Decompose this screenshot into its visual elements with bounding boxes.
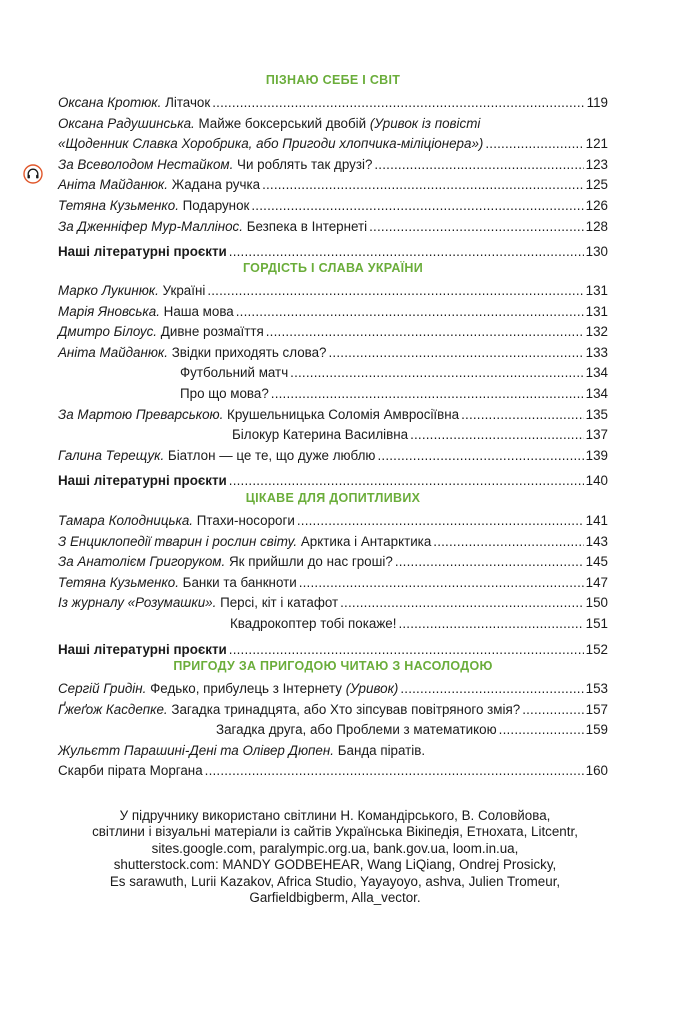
dot-leader: [400, 679, 583, 700]
page-number: 151: [585, 615, 608, 631]
toc-entry[interactable]: [58, 573, 608, 594]
page-number: 153: [585, 681, 608, 696]
toc-entry[interactable]: [58, 405, 608, 426]
entry-title: Скарби пірата Моргана: [58, 763, 203, 779]
toc-entry[interactable]: [58, 446, 608, 467]
dot-leader: [374, 155, 583, 176]
page-number: 145: [585, 554, 608, 570]
toc-entry[interactable]: [58, 384, 608, 405]
entry-author: З Енциклопедії тварин і рослин світу.: [58, 533, 298, 549]
entry-author: Із журналу «Розумашки».: [58, 595, 217, 611]
toc-entry[interactable]: [58, 679, 608, 700]
toc-entry[interactable]: [58, 761, 608, 782]
credits-line: У підручнику використано світлини Н. Командірського, В. Соловйова,: [119, 808, 551, 823]
page-number: 119: [586, 95, 608, 110]
entry-title: Наші літературні проєкти: [58, 244, 227, 260]
entry-title: Футбольний матч: [180, 365, 289, 381]
entry-title: Україні: [162, 283, 206, 298]
entry-title: Загадка тринадцятa, або Хто зіпсував повітряного змія?: [171, 701, 521, 717]
page-number: 135: [585, 406, 608, 422]
page-number: 159: [585, 722, 608, 738]
credits-line: Garfieldbigberm, Alla_vector.: [249, 890, 421, 906]
section-title: ПРИГОДУ ЗА ПРИГОДОЮ ЧИТАЮ З НАСОЛОДОЮ: [173, 659, 493, 673]
dot-leader: [522, 700, 583, 721]
entry-title: Крушельницька Соломія Амвросіївна: [227, 406, 460, 422]
toc-section: [58, 488, 608, 660]
toc-entry[interactable]: [58, 196, 608, 217]
dot-leader: [212, 93, 584, 114]
toc-entry[interactable]: [58, 700, 608, 721]
entry-author: Дмитро Білоус.: [58, 324, 158, 340]
section-title: ПІЗНАЮ СЕБЕ І СВІТ: [265, 73, 401, 87]
entry-author: Ґжеґож Касдепке.: [58, 701, 168, 717]
credits-line: Es sarawuth, Lurii Kazakov, Africa Studio, Yayayoyo, ashva, Julien Tromeur,: [109, 873, 561, 889]
toc-entry[interactable]: [58, 175, 608, 196]
page-number: 140: [585, 473, 608, 489]
entry-title: Наші літературні проєкти: [58, 641, 227, 657]
dot-leader: [297, 511, 584, 532]
page-number: 150: [585, 595, 608, 611]
toc-entry[interactable]: [58, 134, 608, 155]
entry-title: Чи роблять так друзі?: [237, 156, 373, 172]
credits-line: світлини і візуальні матеріали із сайтів Українська Вікіпедія, Етнохата, Litcentr,: [92, 824, 578, 840]
toc-entry[interactable]: [58, 322, 608, 343]
entry-title: Дивне розмаїття: [160, 324, 264, 340]
page-number: 132: [585, 324, 608, 340]
page-number: 128: [585, 218, 608, 234]
entry-title: Наша мова: [163, 303, 234, 319]
toc-entry[interactable]: [58, 532, 608, 553]
entry-title: Подарунок: [182, 197, 250, 213]
toc-entry[interactable]: [58, 363, 608, 384]
toc-section: [58, 656, 608, 782]
entry-author: Оксана Кротюк.: [58, 95, 162, 110]
dot-leader: [262, 175, 584, 196]
toc-entry[interactable]: [58, 720, 608, 741]
page-number: 131: [585, 303, 608, 319]
entry-author: Аніта Майданюк.: [58, 344, 168, 360]
page-number: 126: [585, 197, 608, 213]
toc-entry[interactable]: [58, 281, 608, 302]
dot-leader: [499, 720, 584, 741]
dot-leader: [485, 134, 583, 155]
entry-author: Сергій Гридін.: [58, 681, 147, 696]
entry-title: Арктика і Антарктика: [300, 533, 432, 549]
dot-leader: [299, 573, 584, 594]
credits-line: shutterstock.com: MANDY GODBEHEAR, Wang LiQiang, Ondrej Prosicky,: [113, 857, 557, 873]
section-title: ГОРДІСТЬ І СЛАВА УКРАЇНИ: [242, 261, 424, 275]
toc-entry[interactable]: [58, 552, 608, 573]
dot-leader: [395, 552, 584, 573]
dot-leader: [266, 322, 584, 343]
entry-subtitle: (Уривок із повісті: [369, 115, 481, 131]
entry-title: Про що мова?: [180, 385, 269, 401]
dot-leader: [340, 593, 584, 614]
entry-title: Квадрокоптер тобі покаже!: [230, 615, 397, 631]
toc-entry[interactable]: [58, 593, 608, 614]
dot-leader: [377, 446, 583, 467]
dot-leader: [410, 425, 584, 446]
toc-entry[interactable]: [58, 217, 608, 238]
entry-author: За Мартою Преварською.: [58, 406, 224, 422]
section-title: ЦІКАВЕ ДЛЯ ДОПИТЛИВИХ: [245, 491, 421, 505]
page-number: 141: [585, 513, 608, 528]
page-number: 133: [585, 344, 608, 360]
page-number: 143: [585, 533, 608, 549]
entry-title: Жадана ручка: [171, 177, 261, 193]
entry-author: Галина Терещук.: [58, 447, 165, 463]
entry-title: Майже боксерський двобій: [198, 115, 367, 131]
dot-leader: [369, 217, 584, 238]
entry-title: Звідки приходять слова?: [171, 344, 327, 360]
entry-author: Тетяна Кузьменко.: [58, 574, 179, 590]
page-number: 157: [585, 701, 608, 717]
entry-author: Аніта Майданюк.: [58, 177, 168, 193]
dot-leader: [271, 384, 584, 405]
toc-section: [58, 258, 608, 492]
toc-entry[interactable]: [58, 511, 608, 532]
page-number: 134: [585, 365, 608, 381]
entry-title: Білокур Катерина Василівна: [232, 427, 409, 443]
entry-author: Марія Яновська.: [58, 303, 160, 319]
page-number: 139: [585, 447, 608, 463]
entry-title: Загадка друга, або Проблеми з математикою: [216, 722, 497, 738]
page-number: 134: [585, 385, 608, 401]
entry-title: Літачок: [165, 95, 211, 110]
dot-leader: [433, 532, 583, 553]
toc-entry[interactable]: [58, 114, 608, 135]
toc-entry[interactable]: [58, 343, 608, 364]
entry-author: За Всеволодом Нестайком.: [58, 156, 234, 172]
page-number: 152: [585, 641, 608, 657]
entry-author: Марко Лукинюк.: [58, 283, 159, 298]
toc-section: [58, 70, 608, 263]
page-number: 131: [585, 283, 608, 298]
entry-author: За Дженніфер Мур-Маллінос.: [58, 218, 243, 234]
entry-title: Банда піратів.: [337, 742, 426, 758]
entry-title: Банки та банкноти: [182, 574, 297, 590]
dot-leader: [251, 196, 583, 217]
entry-title: Птахи-носороги: [196, 513, 295, 528]
entry-author: Тамара Колодницька.: [58, 513, 194, 528]
dot-leader: [205, 761, 584, 782]
toc-entry[interactable]: [58, 302, 608, 323]
entry-author: Тетяна Кузьменко.: [58, 197, 179, 213]
toc-entry[interactable]: [58, 155, 608, 176]
toc-entry[interactable]: [58, 614, 608, 635]
entry-subtitle: (Уривок): [345, 681, 399, 696]
dot-leader: [398, 614, 583, 635]
toc-entry[interactable]: [58, 93, 608, 114]
entry-author: За Анатолієм Григоруком.: [58, 554, 226, 570]
dot-leader: [207, 281, 583, 302]
page-number: 160: [585, 763, 608, 779]
dot-leader: [236, 302, 584, 323]
page-number: 123: [585, 156, 608, 172]
dot-leader: [461, 405, 584, 426]
entry-author: Жульєтт Парашині-Дені та Олівер Дюпен.: [58, 742, 334, 758]
entry-title: Безпека в Інтернеті: [246, 218, 368, 234]
page-number: 125: [585, 177, 608, 193]
image-credits: [60, 808, 610, 906]
dot-leader: [290, 363, 583, 384]
headphones-icon[interactable]: [23, 164, 43, 184]
entry-author: Оксана Радушинська.: [58, 115, 195, 131]
page-number: 137: [585, 427, 608, 443]
entry-title: Наші літературні проєкти: [58, 473, 227, 489]
page-number: 130: [585, 244, 608, 260]
page-number: 121: [585, 136, 608, 152]
entry-title: Федько, прибулець з Інтернету: [150, 681, 342, 696]
entry-subtitle: «Щоденник Славка Хоробрика, або Пригоди хлопчика-міліціонера»): [58, 136, 484, 152]
entry-title: Персі, кіт і катафот: [220, 595, 339, 611]
credits-line: sites.google.com, paralympic.org.ua, bank.gov.ua, loom.in.ua,: [151, 840, 519, 856]
toc-entry[interactable]: [58, 741, 608, 762]
entry-title: Біатлон — це те, що дуже люблю: [167, 447, 376, 463]
page-number: 147: [585, 574, 608, 590]
toc-entry[interactable]: [58, 425, 608, 446]
dot-leader: [329, 343, 584, 364]
entry-title: Як прийшли до нас гроші?: [228, 554, 393, 570]
